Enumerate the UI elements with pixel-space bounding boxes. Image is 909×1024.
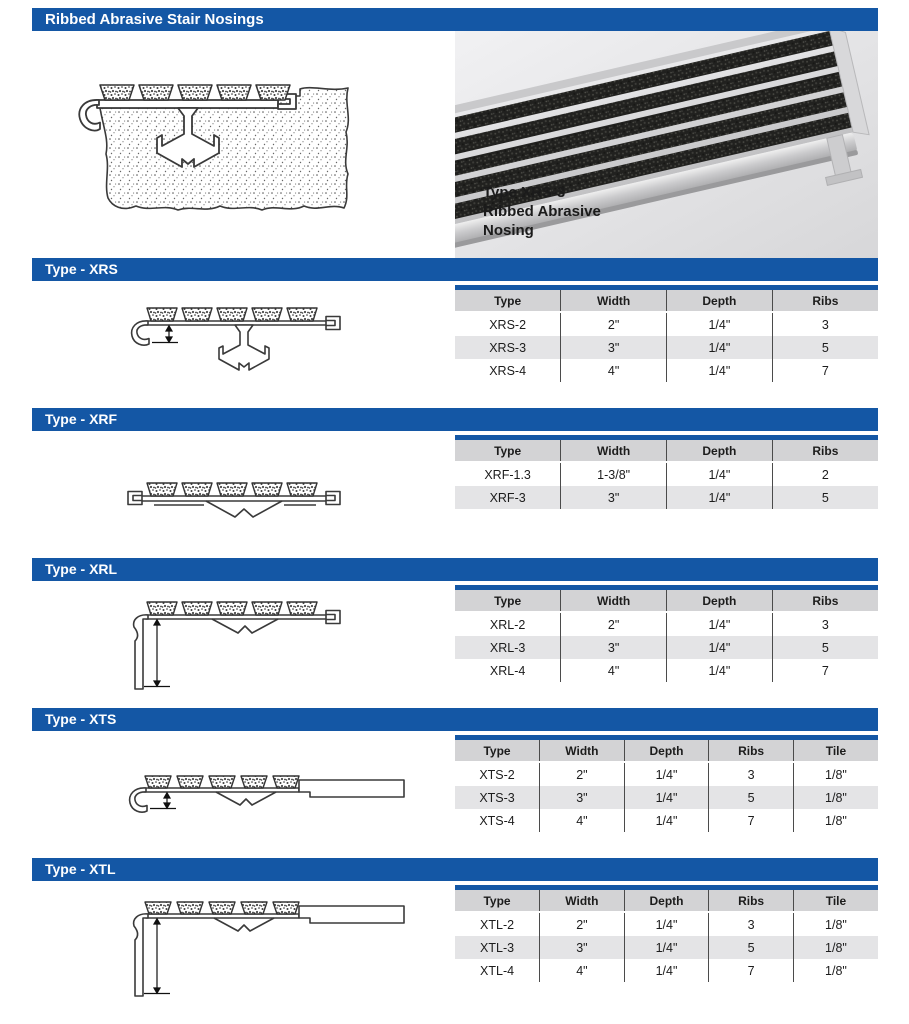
- table-cell: 1/4": [667, 486, 773, 509]
- table-cell: 1/4": [667, 312, 773, 336]
- table-row: [455, 359, 878, 382]
- section-xrs: [32, 258, 878, 408]
- product-photo: [455, 31, 878, 258]
- column-header: Type: [455, 288, 561, 313]
- concrete-embed-diagram-image: [40, 56, 420, 236]
- height-dimension-arrow: [144, 919, 170, 994]
- depth-dimension-arrow: [150, 793, 176, 809]
- column-header: Depth: [624, 738, 709, 763]
- table-cell: XRF-3: [455, 486, 561, 509]
- table-row: [455, 312, 878, 336]
- column-header: Depth: [624, 888, 709, 913]
- column-header: Width: [561, 288, 667, 313]
- table-header-row: [455, 888, 878, 913]
- table-cell: 3: [821, 317, 829, 332]
- table-row: [455, 659, 878, 682]
- table-cell: 2: [821, 467, 829, 482]
- table-cell: 1/4": [624, 936, 709, 959]
- table-row: [455, 636, 878, 659]
- table-cell: 1/4": [667, 462, 773, 486]
- table-cell: 1/8": [825, 917, 847, 932]
- section-title: Type - XTS: [45, 711, 117, 727]
- section-title-bar-xrs: [32, 258, 878, 281]
- table-cell: XTS-4: [455, 809, 540, 832]
- section-title-bar-xrl: [32, 558, 878, 581]
- column-header: Ribs: [709, 738, 794, 763]
- column-header: Ribs: [772, 438, 878, 463]
- xts-spec-table: [455, 735, 878, 832]
- section-title: Type - XTL: [45, 861, 116, 877]
- table-cell: XTS-2: [455, 762, 540, 786]
- table-cell: 3": [540, 936, 625, 959]
- section-title-bar-xts: [32, 708, 878, 731]
- table-cell: 3": [561, 336, 667, 359]
- table-cell: 1-3/8": [561, 462, 667, 486]
- table-cell: 5: [709, 936, 794, 959]
- column-header: Depth: [667, 588, 773, 613]
- table-row: [455, 612, 878, 636]
- installed-cross-section-diagram: [32, 31, 455, 258]
- column-header: Width: [561, 438, 667, 463]
- table-cell: 7: [821, 663, 829, 678]
- table-cell: 2": [540, 912, 625, 936]
- table-cell: 1/8": [825, 940, 847, 955]
- column-header: Type: [455, 888, 540, 913]
- column-header: Width: [540, 738, 625, 763]
- xrf-profile-image: [94, 448, 414, 548]
- table-row: [455, 936, 878, 959]
- table-cell: 3: [709, 912, 794, 936]
- table-cell: 2": [540, 762, 625, 786]
- photo-caption-line: Nosing: [483, 222, 534, 239]
- table-row: [455, 912, 878, 936]
- table-cell: XTL-4: [455, 959, 540, 982]
- section-xtl: [32, 858, 878, 1008]
- table-header-row: [455, 438, 878, 463]
- photo-caption-line: Ribbed Abrasive: [483, 203, 601, 220]
- table-cell: 5: [709, 786, 794, 809]
- table-header-row: [455, 288, 878, 313]
- table-cell: XRL-3: [455, 636, 561, 659]
- table-cell: 1/4": [667, 636, 773, 659]
- xts-profile-image: [94, 746, 414, 846]
- column-header: Tile: [793, 738, 878, 763]
- table-cell: 3": [540, 786, 625, 809]
- table-row: [455, 786, 878, 809]
- table-cell: XRL-4: [455, 659, 561, 682]
- section-xrf: [32, 408, 878, 558]
- table-cell: 2": [561, 312, 667, 336]
- xrf-spec-table: [455, 435, 878, 509]
- table-cell: 1/4": [667, 359, 773, 382]
- table-row: [455, 336, 878, 359]
- intro-row: [32, 31, 878, 258]
- column-header: Tile: [793, 888, 878, 913]
- column-header: Width: [561, 588, 667, 613]
- column-header: Type: [455, 438, 561, 463]
- table-cell: 1/4": [624, 959, 709, 982]
- table-cell: 1/8": [825, 813, 847, 828]
- table-cell: 1/8": [825, 767, 847, 782]
- section-title-bar-xrf: [32, 408, 878, 431]
- table-cell: XTS-3: [455, 786, 540, 809]
- table-cell: 4": [561, 659, 667, 682]
- page-title-bar: [32, 8, 878, 31]
- column-header: Width: [540, 888, 625, 913]
- table-cell: 3: [709, 762, 794, 786]
- xtl-spec-table: [455, 885, 878, 982]
- table-cell: 1/8": [825, 963, 847, 978]
- table-row: [455, 959, 878, 982]
- table-row: [455, 462, 878, 486]
- xrs-profile-diagram: [32, 281, 455, 408]
- table-cell: 1/4": [624, 762, 709, 786]
- column-header: Ribs: [772, 588, 878, 613]
- table-cell: 1/4": [624, 809, 709, 832]
- xrl-spec-table: [455, 585, 878, 682]
- photo-caption: [483, 183, 601, 240]
- table-cell: XRS-2: [455, 312, 561, 336]
- table-cell: XTL-3: [455, 936, 540, 959]
- table-cell: XRS-3: [455, 336, 561, 359]
- column-header: Depth: [667, 288, 773, 313]
- table-cell: 1/4": [624, 786, 709, 809]
- section-xts: [32, 708, 878, 858]
- xts-profile-diagram: [32, 731, 455, 858]
- column-header: Ribs: [772, 288, 878, 313]
- section-title: Type - XRS: [45, 261, 118, 277]
- section-title: Type - XRF: [45, 411, 118, 427]
- table-cell: 7: [709, 959, 794, 982]
- xtl-profile-diagram: [32, 881, 455, 1008]
- table-cell: XTL-2: [455, 912, 540, 936]
- column-header: Type: [455, 738, 540, 763]
- table-cell: XRL-2: [455, 612, 561, 636]
- table-row: [455, 809, 878, 832]
- column-header: Type: [455, 588, 561, 613]
- table-cell: 2": [561, 612, 667, 636]
- table-cell: 4": [540, 959, 625, 982]
- table-cell: 3: [821, 617, 829, 632]
- section-title: Type - XRL: [45, 561, 118, 577]
- xrl-profile-diagram: [32, 581, 455, 708]
- table-cell: 1/4": [667, 659, 773, 682]
- xrf-profile-diagram: [32, 431, 455, 558]
- table-cell: 4": [561, 359, 667, 382]
- table-header-row: [455, 738, 878, 763]
- table-cell: 7: [709, 809, 794, 832]
- xtl-profile-image: [94, 884, 414, 1008]
- depth-dimension-arrow: [152, 326, 178, 343]
- table-cell: XRF-1.3: [455, 462, 561, 486]
- section-title-bar-xtl: [32, 858, 878, 881]
- table-cell: 5: [821, 490, 829, 505]
- table-cell: 5: [821, 340, 829, 355]
- photo-caption-line: Type XRS-3: [483, 184, 566, 201]
- table-cell: 1/8": [825, 790, 847, 805]
- table-cell: 1/4": [667, 336, 773, 359]
- xrs-profile-image: [94, 283, 414, 383]
- table-cell: 3": [561, 486, 667, 509]
- table-cell: 5: [821, 640, 829, 655]
- page-title: Ribbed Abrasive Stair Nosings: [45, 11, 264, 28]
- table-header-row: [455, 588, 878, 613]
- table-row: [455, 486, 878, 509]
- xrl-profile-image: [94, 585, 414, 705]
- column-header: Depth: [667, 438, 773, 463]
- table-cell: 7: [821, 363, 829, 378]
- table-row: [455, 762, 878, 786]
- xrs-spec-table: [455, 285, 878, 382]
- section-xrl: [32, 558, 878, 708]
- table-cell: 1/4": [624, 912, 709, 936]
- table-cell: XRS-4: [455, 359, 561, 382]
- height-dimension-arrow: [144, 620, 170, 687]
- table-cell: 4": [540, 809, 625, 832]
- column-header: Ribs: [709, 888, 794, 913]
- table-cell: 3": [561, 636, 667, 659]
- table-cell: 1/4": [667, 612, 773, 636]
